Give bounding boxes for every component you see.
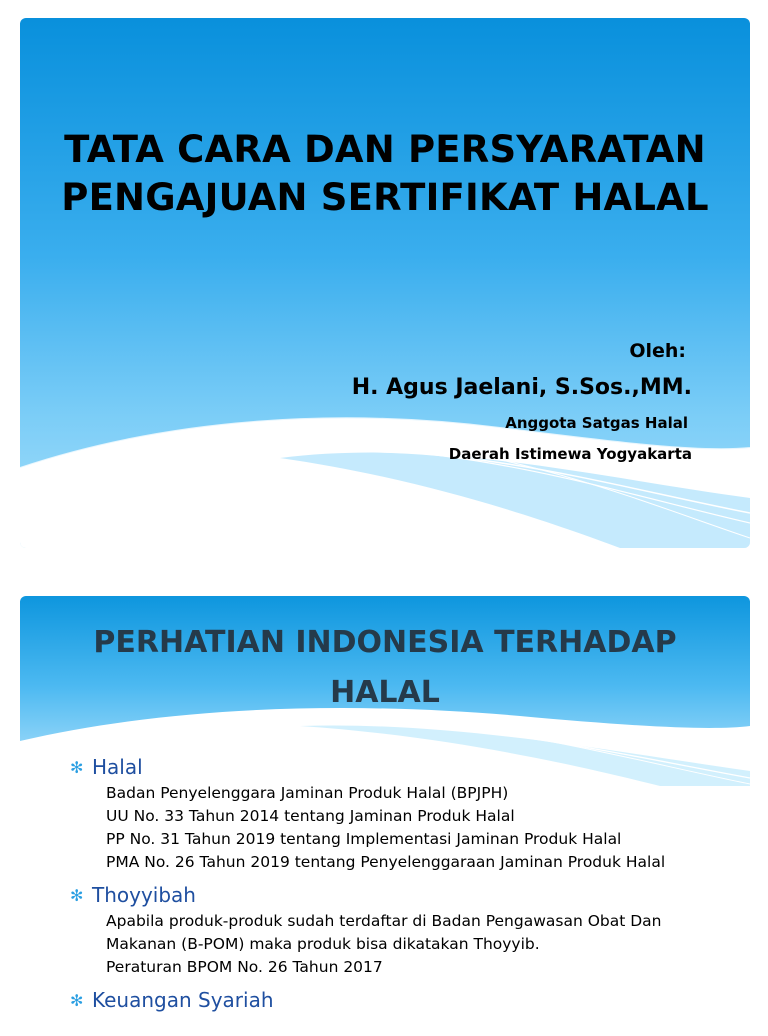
slide-title-line-1: PERHATIAN INDONESIA TERHADAP: [93, 625, 677, 660]
bullet-thoyyibah: [70, 880, 740, 910]
asterisk-bullet-icon: ✻: [70, 990, 84, 1010]
bullet-label: Thoyyibah: [92, 883, 196, 907]
asterisk-bullet-icon: ✻: [70, 757, 84, 777]
bullet-keuangan-syariah: [70, 985, 740, 1015]
by-label: Oleh:: [629, 340, 686, 362]
sub-item: Badan Penyelenggara Jaminan Produk Halal (BPJPH): [106, 784, 509, 802]
presentation-title: [20, 126, 750, 222]
author-role-line-2: Daerah Istimewa Yogyakarta: [448, 445, 692, 463]
sub-item: Apabila produk-produk sudah terdaftar di Badan Pengawasan Obat Dan: [106, 912, 662, 930]
slide-title-line-2: HALAL: [330, 675, 440, 710]
author-role-line-1: Anggota Satgas Halal: [505, 414, 688, 432]
bullet-label: Halal: [92, 755, 143, 779]
bullet-list: [70, 746, 740, 1015]
content-slide: [20, 596, 750, 1036]
bullet-halal: [70, 752, 740, 782]
asterisk-bullet-icon: ✻: [70, 885, 84, 905]
sub-item: Makanan (B-POM) maka produk bisa dikatakan Thoyyib.: [106, 935, 540, 953]
sub-item: PMA No. 26 Tahun 2019 tentang Penyelenggaraan Jaminan Produk Halal: [106, 853, 666, 871]
sub-item: UU No. 33 Tahun 2014 tentang Jaminan Produk Halal: [106, 807, 515, 825]
title-line-1: TATA CARA DAN PERSYARATAN: [64, 128, 706, 171]
sub-item: Peraturan BPOM No. 26 Tahun 2017: [106, 958, 383, 976]
title-slide: [20, 18, 750, 548]
bullet-label: Keuangan Syariah: [92, 988, 274, 1012]
sub-item: PP No. 31 Tahun 2019 tentang Implementasi Jaminan Produk Halal: [106, 830, 622, 848]
slide-title: [20, 618, 750, 718]
author-name: H. Agus Jaelani, S.Sos.,MM.: [351, 375, 692, 400]
title-line-2: PENGAJUAN SERTIFIKAT HALAL: [61, 176, 709, 219]
